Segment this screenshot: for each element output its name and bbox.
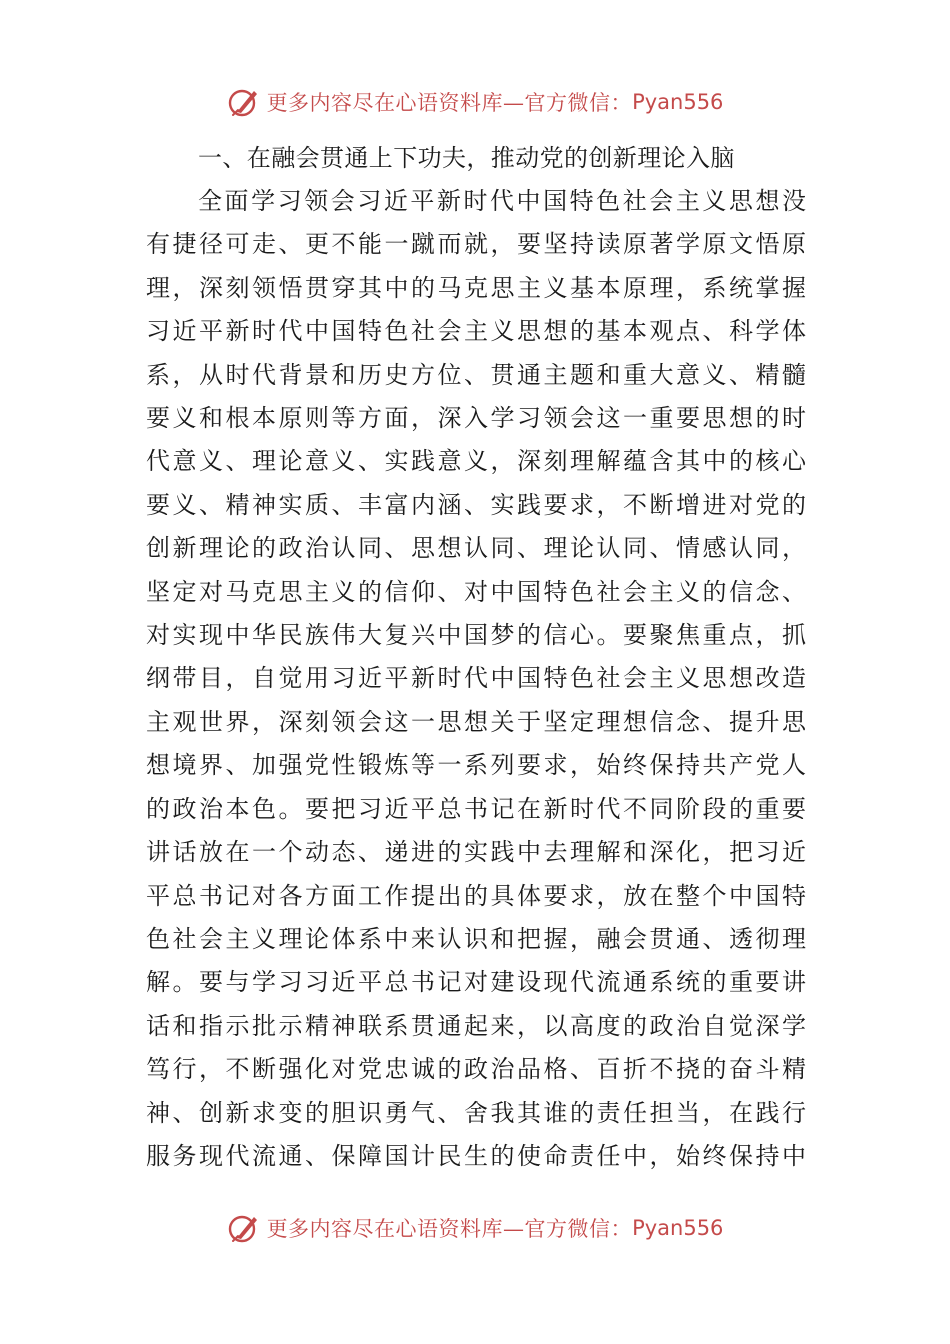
paragraph-line: 系，从时代背景和历史方位、贯通主题和重大意义、精髓 bbox=[146, 360, 806, 389]
paragraph-line: 的政治本色。要把习近平总书记在新时代不同阶段的重要 bbox=[146, 794, 806, 823]
paragraph-line: 创新理论的政治认同、思想认同、理论认同、情感认同， bbox=[146, 534, 806, 563]
quill-pen-logo-icon bbox=[227, 1211, 261, 1245]
quill-pen-logo-icon bbox=[227, 85, 261, 119]
document-body bbox=[146, 136, 806, 1178]
paragraph-line: 要义和根本原则等方面，深入学习领会这一重要思想的时 bbox=[146, 404, 806, 433]
paragraph-line: 解。要与学习习近平总书记对建设现代流通系统的重要讲 bbox=[146, 968, 806, 997]
watermark-text: 更多内容尽在心语资料库—官方微信： bbox=[266, 91, 633, 115]
paragraph-line: 神、创新求变的胆识勇气、舍我其谁的责任担当，在践行 bbox=[146, 1098, 806, 1127]
section-heading: 一、在融会贯通上下功夫，推动党的创新理论入脑 bbox=[198, 144, 735, 172]
paragraph-line: 笃行，不断强化对党忠诚的政治品格、百折不挠的奋斗精 bbox=[146, 1055, 806, 1084]
paragraph-line: 全面学习领会习近平新时代中国特色社会主义思想没 bbox=[198, 187, 806, 215]
watermark-banner-top bbox=[0, 82, 950, 122]
watermark-code: Pyan556 bbox=[632, 90, 724, 114]
paragraph-line: 坚定对马克思主义的信仰、对中国特色社会主义的信念、 bbox=[146, 577, 806, 606]
paragraph bbox=[146, 180, 806, 1178]
paragraph-line: 纲带目，自觉用习近平新时代中国特色社会主义思想改造 bbox=[146, 664, 806, 693]
paragraph-line: 对实现中华民族伟大复兴中国梦的信心。要聚焦重点，抓 bbox=[146, 621, 806, 650]
paragraph-line: 习近平新时代中国特色社会主义思想的基本观点、科学体 bbox=[146, 317, 806, 346]
watermark-banner-bottom bbox=[0, 1208, 950, 1248]
paragraph-line: 话和指示批示精神联系贯通起来，以高度的政治自觉深学 bbox=[146, 1011, 806, 1040]
paragraph-line: 平总书记对各方面工作提出的具体要求，放在整个中国特 bbox=[146, 881, 806, 910]
paragraph-line: 色社会主义理论体系中来认识和把握，融会贯通、透彻理 bbox=[146, 924, 806, 953]
paragraph-line: 想境界、加强党性锻炼等一系列要求，始终保持共产党人 bbox=[146, 751, 806, 780]
paragraph-line: 主观世界，深刻领会这一思想关于坚定理想信念、提升思 bbox=[146, 707, 806, 736]
paragraph-line: 要义、精神实质、丰富内涵、实践要求，不断增进对党的 bbox=[146, 490, 806, 519]
watermark-code: Pyan556 bbox=[632, 1216, 724, 1240]
paragraph-line: 理，深刻领悟贯穿其中的马克思主义基本原理，系统掌握 bbox=[146, 273, 806, 302]
paragraph-line: 服务现代流通、保障国计民生的使命责任中，始终保持中 bbox=[146, 1141, 806, 1170]
paragraph-line: 有捷径可走、更不能一蹴而就，要坚持读原著学原文悟原 bbox=[146, 230, 806, 259]
paragraph-line: 代意义、理论意义、实践意义，深刻理解蕴含其中的核心 bbox=[146, 447, 806, 476]
paragraph-line: 讲话放在一个动态、递进的实践中去理解和深化，把习近 bbox=[146, 838, 806, 867]
watermark-text: 更多内容尽在心语资料库—官方微信： bbox=[266, 1217, 633, 1241]
